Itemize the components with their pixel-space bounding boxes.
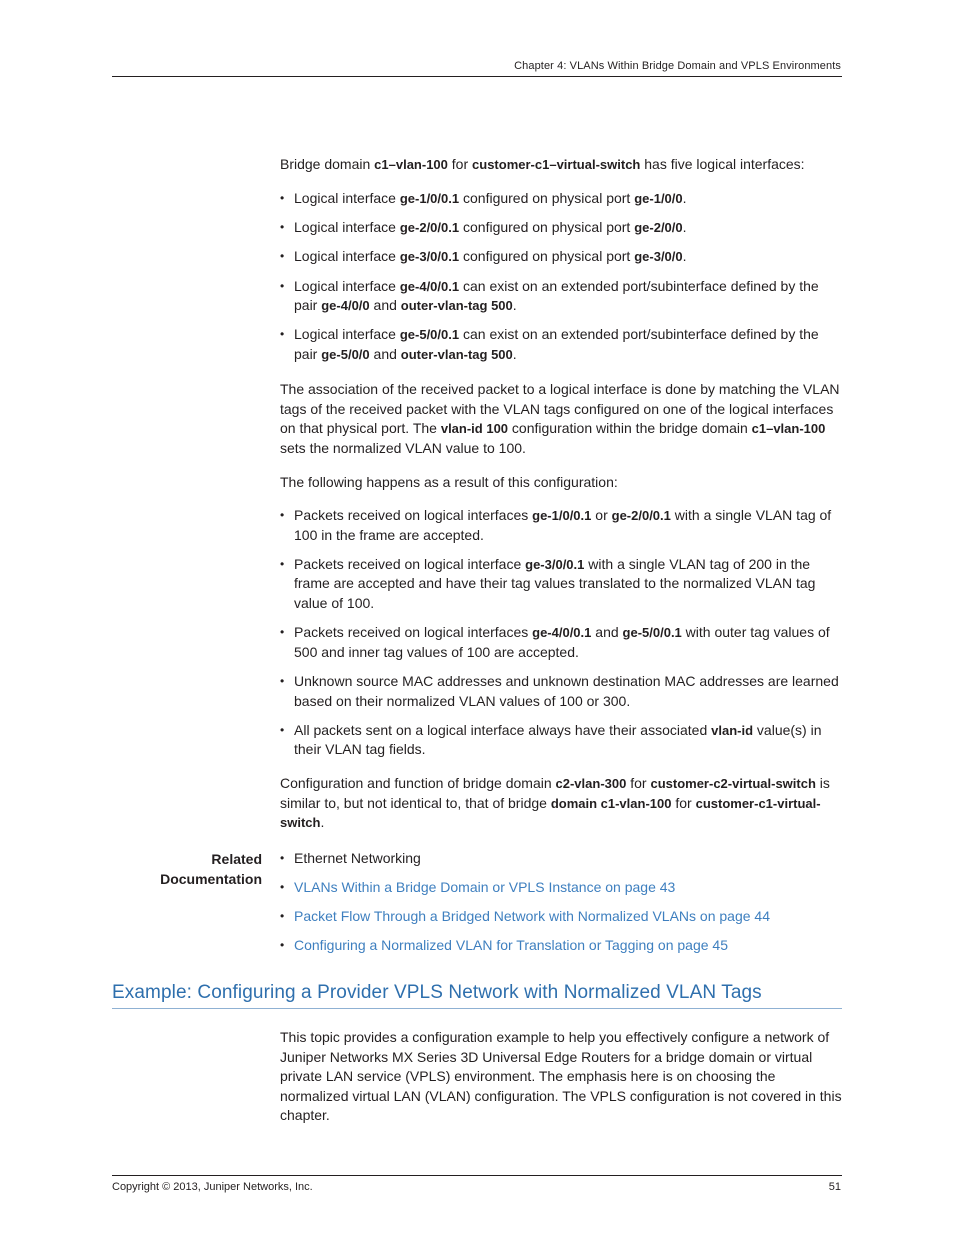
related-item <box>280 878 843 898</box>
list-item: • Logical interface ge-2/0/0.1 configured on physical port ge-2/0/0. <box>280 218 828 238</box>
list-item: • Packets received on logical interfaces ge-1/0/0.1 or ge-2/0/0.1 with a single VLAN tag of 100 in the frame are accepted. <box>280 506 843 545</box>
list-item: • All packets sent on a logical interface always have their associated vlan-id value(s) in their VLAN tag fields. <box>280 721 843 760</box>
footer-rule <box>112 1175 842 1176</box>
list-item: • Logical interface ge-3/0/0.1 configured on physical port ge-3/0/0. <box>280 247 828 267</box>
related-documentation-label: Related Documentation <box>160 851 262 887</box>
results-list <box>280 506 843 760</box>
related-item <box>280 907 843 927</box>
related-link[interactable]: VLANs Within a Bridge Domain or VPLS Instance on page 43 <box>294 878 676 895</box>
association-paragraph: The association of the received packet to a logical interface is done by matching the VLAN tags of the received packet with the VLAN tags configured on one of the logical interfaces on that physical port. The vlan-id 100 configuration within the bridge domain c1–vlan-100 sets the normalized VLAN value to 100. <box>280 381 840 456</box>
related-item: • Ethernet Networking <box>280 849 843 869</box>
interfaces-list <box>280 189 828 365</box>
header-rule <box>112 76 842 77</box>
list-item: • Packets received on logical interface ge-3/0/0.1 with a single VLAN tag of 200 in the frame are accepted and have their tag values translated to the normalized VLAN tag value of 100. <box>280 555 843 614</box>
related-link[interactable]: Packet Flow Through a Bridged Network with Normalized VLANs on page 44 <box>294 907 770 924</box>
list-item: • Logical interface ge-1/0/0.1 configured on physical port ge-1/0/0. <box>280 189 828 209</box>
list-item: • Logical interface ge-5/0/0.1 can exist on an extended port/subinterface defined by the pair ge-5/0/0 and outer-vlan-tag 500. <box>280 325 828 364</box>
related-list <box>280 849 843 956</box>
section-title: Example: Configuring a Provider VPLS Network with Normalized VLAN Tags <box>112 982 762 1003</box>
configuration-paragraph: Configuration and function of bridge domain c2-vlan-300 for customer-c2-virtual-switch is similar to, but not identical to, that of bridge domain c1-vlan-100 for customer-c1-virtual-switch. <box>280 775 830 831</box>
list-item: • Packets received on logical interfaces ge-4/0/0.1 and ge-5/0/0.1 with outer tag values of 500 and inner tag values of 100 are accepted. <box>280 623 843 662</box>
list-item: • Logical interface ge-4/0/0.1 can exist on an extended port/subinterface defined by the pair ge-4/0/0 and outer-vlan-tag 500. <box>280 277 828 316</box>
related-item <box>280 936 843 956</box>
section-rule <box>112 1008 842 1009</box>
section-body: This topic provides a configuration example to help you effectively configure a network of Juniper Networks MX Series 3D Universal Edge Routers for a bridge domain or virtual private LAN service (VPLS) environment. The emphasis here is on choosing the normalized virtual LAN (VLAN) configuration. The VPLS configuration is not covered in this chapter. <box>280 1029 842 1124</box>
running-header: Chapter 4: VLANs Within Bridge Domain and VPLS Environments <box>514 60 841 72</box>
following-paragraph: The following happens as a result of this configuration: <box>280 474 618 490</box>
list-item: • Unknown source MAC addresses and unknown destination MAC addresses are learned based on their normalized VLAN values of 100 or 300. <box>280 672 843 711</box>
related-link[interactable]: Configuring a Normalized VLAN for Translation or Tagging on page 45 <box>294 936 728 953</box>
intro-paragraph: Bridge domain c1–vlan-100 for customer-c1–virtual-switch has five logical interfaces: <box>280 156 805 172</box>
copyright: Copyright © 2013, Juniper Networks, Inc. <box>112 1181 313 1193</box>
page-number: 51 <box>828 1181 841 1193</box>
